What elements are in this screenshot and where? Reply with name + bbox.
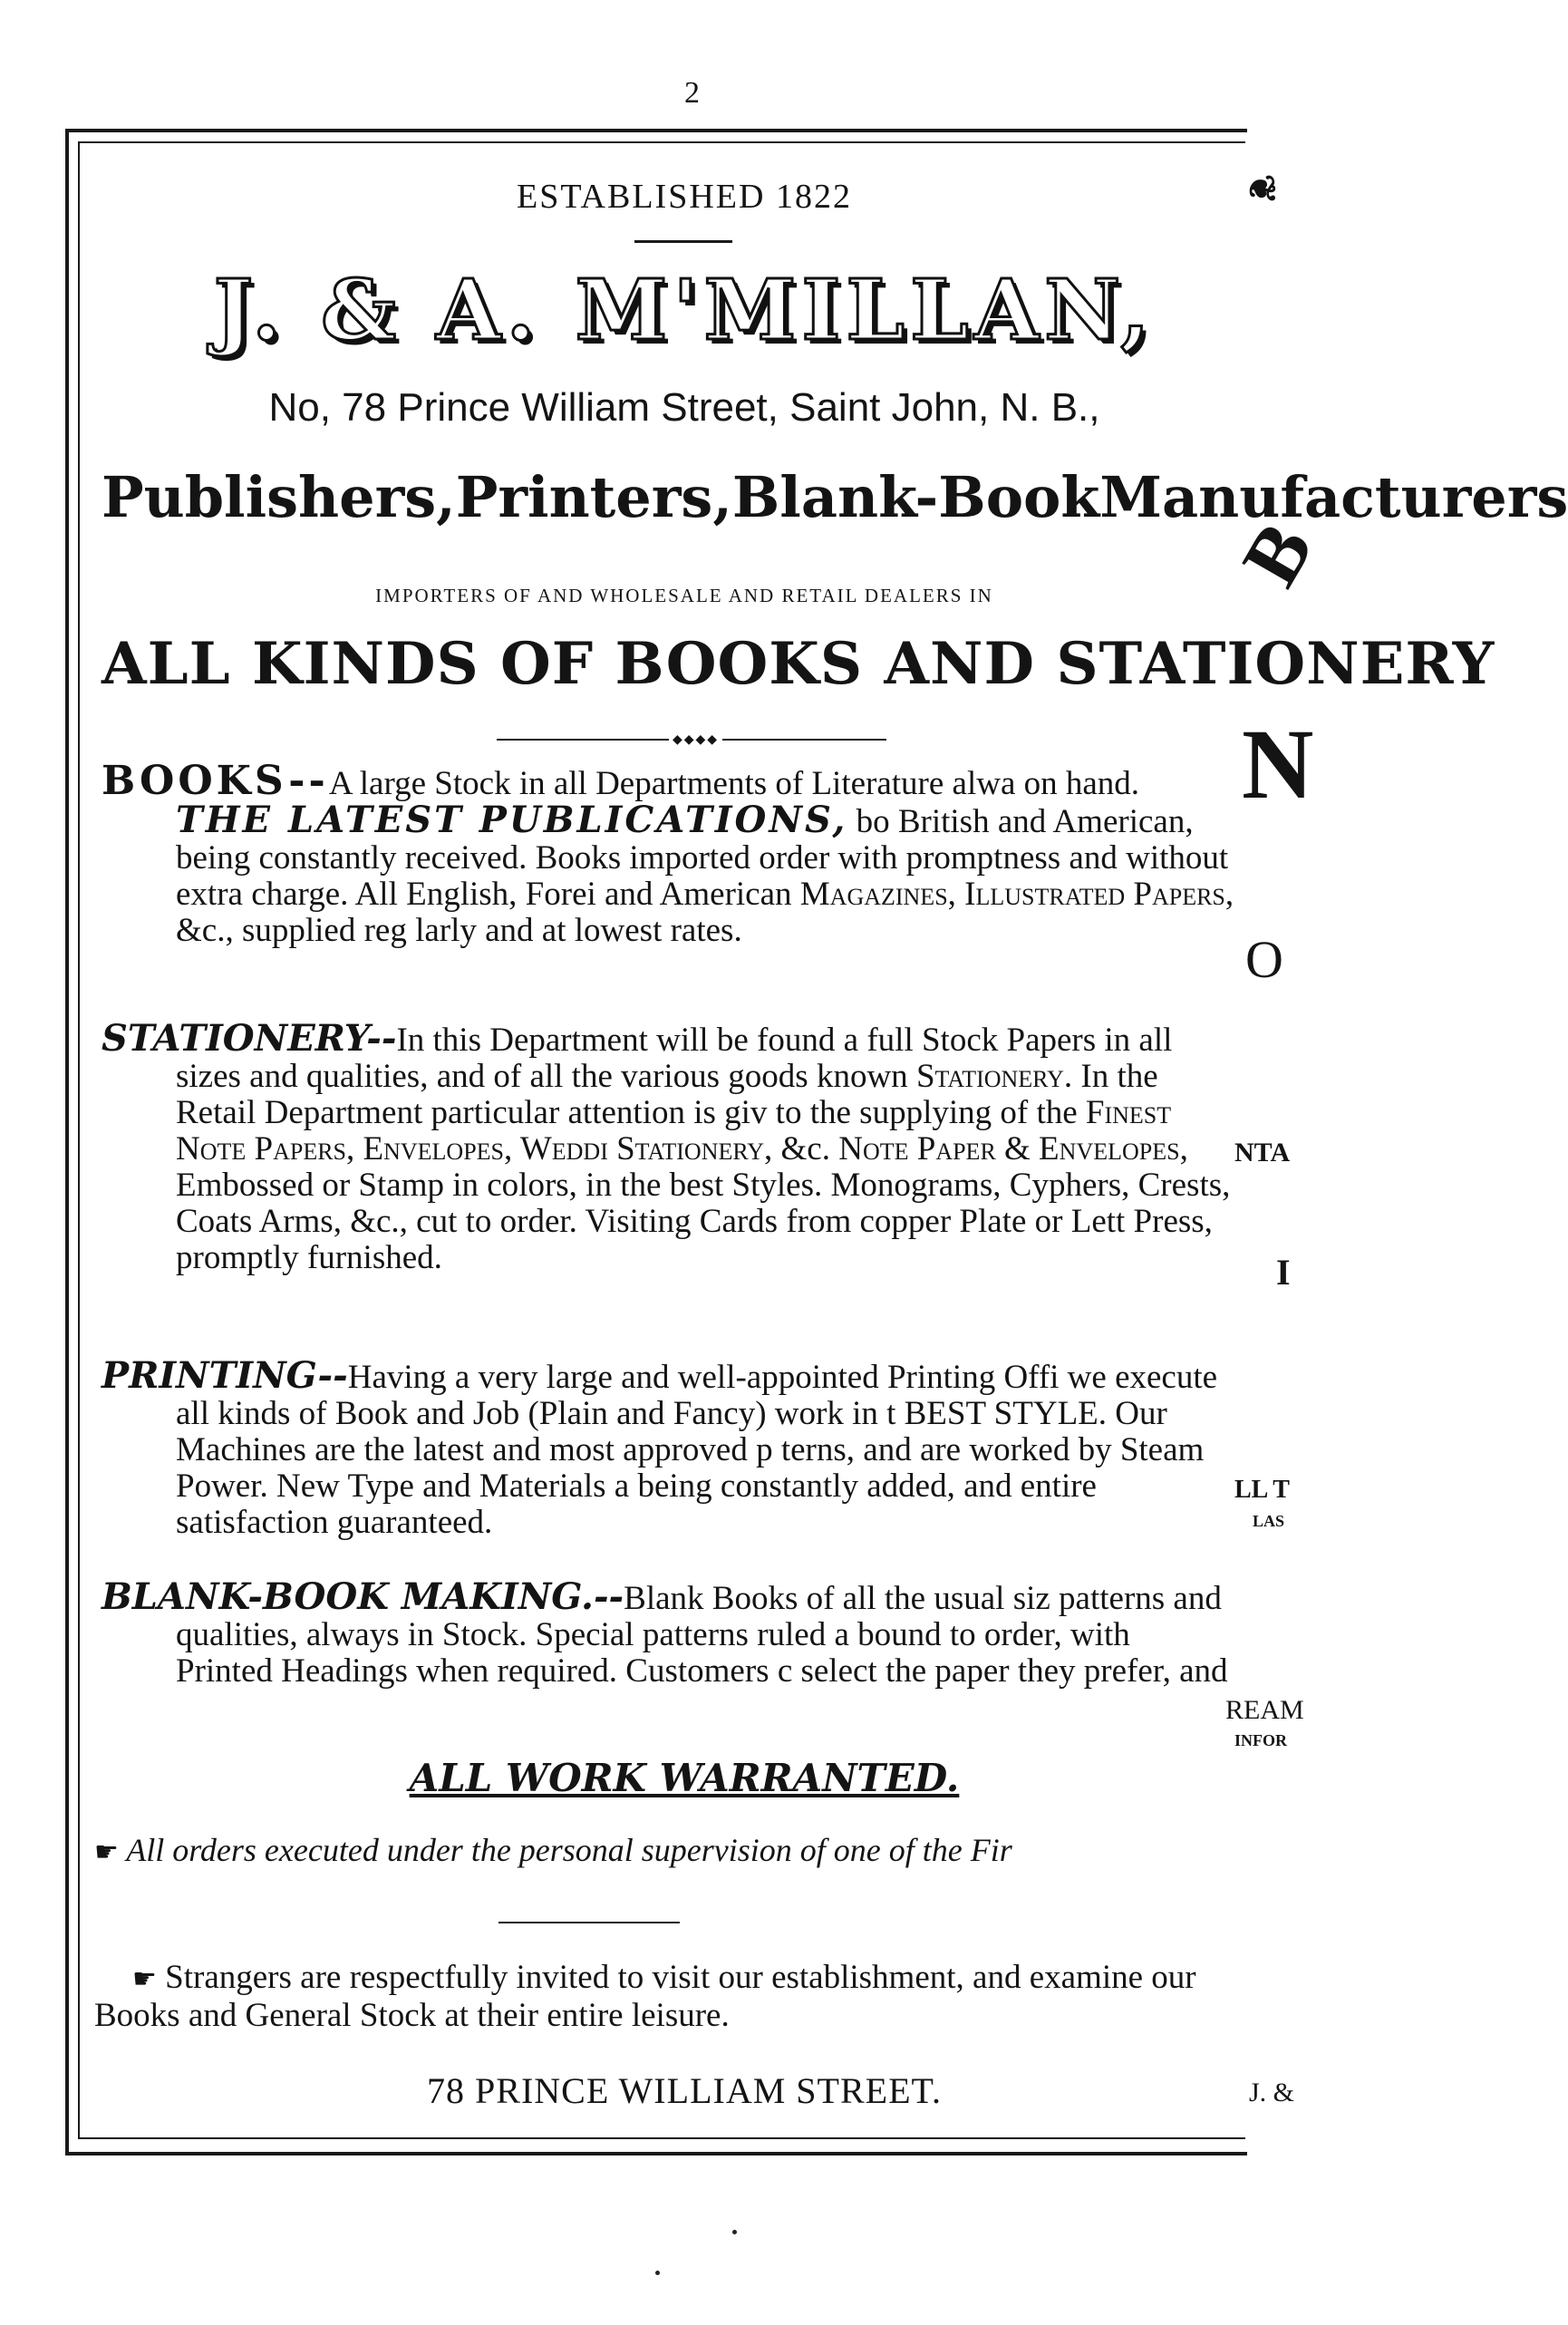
trades-line (102, 464, 1568, 530)
latest-publications: THE LATEST PUBLICATIONS, (176, 799, 848, 841)
edge-fragment-infor: INFOR (1234, 1731, 1287, 1749)
pointing-hand-icon: ☛ (132, 1964, 157, 1994)
ornament-rule: ◆◆◆◆ (497, 732, 886, 747)
edge-fragment-nta: NTA (1234, 1138, 1291, 1167)
strangers-note (94, 1960, 1236, 2034)
edge-fragment-o: O (1245, 930, 1283, 989)
edge-fragment-j: J. & (1249, 2078, 1295, 2107)
address-line: No, 78 Prince William Street, Saint John, N. B., (268, 385, 1100, 430)
pointing-hand-icon: ☛ (94, 1837, 119, 1867)
edge-fragment-ll-t: LL T (1234, 1476, 1290, 1504)
trade-printers: Printers, (455, 464, 732, 530)
all-work-warranted: ALL WORK WARRANTED. (409, 1756, 960, 1800)
trade-manufacturers: Manufacturers (1099, 464, 1568, 530)
printing-heading: PRINTING (102, 1354, 318, 1397)
edge-fragment-b: B (1225, 508, 1331, 601)
established-line: ESTABLISHED 1822 (517, 178, 852, 216)
edge-fragment-i: I (1276, 1252, 1291, 1293)
strangers-text: Strangers are respectfully invited to visit our establishment, and examine our Books and General Stock at their entire leisure. (94, 1959, 1196, 2034)
books-section: BOOKS--A large Stock in all Departments of Literature alwa on hand. THE LATEST PUBLICATIONS, bo British and American, being constantly received. Books imported order with promptness and without extra charge. All English, Forei and American Magazines, Illustrated Papers, &c., supplied reg larly and at lowest rates. (102, 758, 1234, 949)
edge-fragment-ream: REAM (1225, 1695, 1304, 1725)
edge-fragment-n: N (1242, 709, 1314, 819)
blank-book-heading: BLANK-BOOK MAKING. (102, 1575, 594, 1618)
trade-blank-book: Blank-Book (731, 464, 1100, 530)
edge-fragment: ❦ (1241, 173, 1282, 205)
short-rule-bottom (498, 1922, 680, 1923)
supervision-note (94, 1831, 1012, 1869)
books-heading: BOOKS (102, 758, 289, 804)
edge-fragment-las: LAS (1253, 1512, 1285, 1530)
page-number: 2 (684, 76, 700, 110)
trade-publishers: Publishers, (102, 464, 456, 530)
stray-mark (732, 2230, 737, 2234)
stationery-section: STATIONERY--In this Department will be found a full Stock Papers in all sizes and qualities, and of all the various goods known Stationery. In the Retail Department particular attention is giv to the supplying of the Finest Note Papers, Envelopes, Weddi Stationery, &c. Note Paper & Envelopes, Embossed or Stamp in colors, in the best Styles. Monograms, Cyphers, Crests, Coats Arms, &c., cut to order. Visiting Cards from copper Plate or Lett Press, promptly furnished. (102, 1017, 1231, 1276)
street-address: 78 PRINCE WILLIAM STREET. (427, 2070, 942, 2111)
all-kinds-heading: ALL KINDS OF BOOKS AND STATIONERY (102, 630, 1495, 698)
printing-section: PRINTING--Having a very large and well-appointed Printing Offi we execute all kinds of Book and Job (Plain and Fancy) work in t BEST STYLE. Our Machines are the latest and most approved p terns, and are worked by Steam Power. New Type and Materials a being constantly added, and entire satisfaction guaranteed. (102, 1354, 1218, 1541)
stationery-heading: STATIONERY (102, 1017, 367, 1060)
blank-book-section: BLANK-BOOK MAKING.--Blank Books of all the usual siz patterns and qualities, always in Stock. Special patterns ruled a bound to order, with Printed Headings when required. Customers c select the paper they prefer, and (102, 1575, 1228, 1690)
short-rule (634, 240, 732, 243)
stray-mark (655, 2271, 660, 2275)
supervision-text: All orders executed under the personal supervision of one of the Fir (126, 1832, 1012, 1868)
importers-line: IMPORTERS OF AND WHOLESALE AND RETAIL DEALERS IN (375, 585, 993, 606)
books-text: A large Stock in all Departments of Literature alwa on hand. (328, 765, 1140, 802)
firm-name: J. & A. M'MILLAN, (213, 261, 1156, 359)
